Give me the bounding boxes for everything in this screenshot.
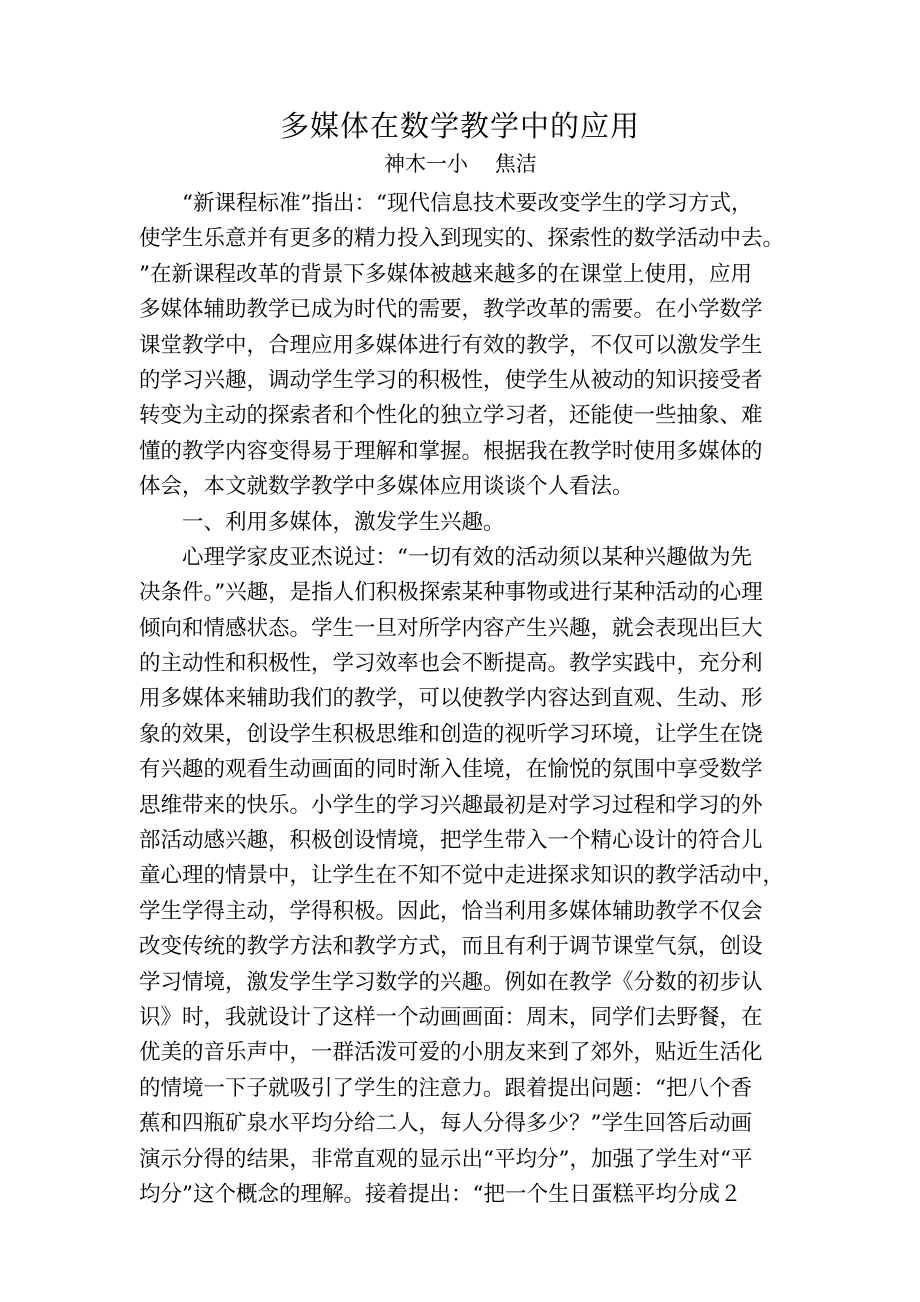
document-author: 神木一小 焦洁 [384,152,537,176]
text-line: 转变为主动的探索者和个性化的独立学习者，还能使一些抽象、难 [139,403,763,429]
text-line: 演示分得的结果，非常直观的显示出“平均分”，加强了学生对“平 [139,1146,753,1172]
text-line: 有兴趣的观看生动画面的同时渐入佳境，在愉悦的氛围中享受数学 [139,757,763,783]
text-line: “新课程标准”指出：“现代信息技术要改变学生的学习方式， [139,191,753,216]
text-line: 多媒体辅助教学已成为时代的需要，教学改革的需要。在小学数学 [139,297,763,323]
text-line: 识》时，我就设计了这样一个动画画面：周末，同学们去野餐，在 [139,1004,763,1030]
text-line: 学习情境，激发学生学习数学的兴趣。例如在教学《分数的初步认 [139,969,763,995]
text-line: 均分”这个概念的理解。接着提出：“把一个生日蛋糕平均分成２ [139,1181,742,1207]
text-line: 倾向和情感状态。学生一旦对所学内容产生兴趣，就会表现出巨大 [139,615,763,641]
text-line: 心理学家皮亚杰说过：“一切有效的活动须以某种兴趣做为先 [139,544,752,570]
text-line: 思维带来的快乐。小学生的学习兴趣最初是对学习过程和学习的外 [139,792,763,818]
text-line: 改变传统的教学方法和教学方式，而且有利于调节课堂气氛，创设 [139,934,763,960]
document-body [139,186,785,1212]
text-line: 象的效果，创设学生积极思维和创造的视听学习环境，让学生在饶 [139,721,763,747]
text-line: 的学习兴趣，调动学生学习的积极性，使学生从被动的知识接受者 [139,367,763,393]
text-line: 童心理的情景中，让学生在不知不觉中走进探求知识的教学活动中， [139,863,785,889]
text-line: 部活动感兴趣，积极创设情境，把学生带入一个精心设计的符合儿 [139,828,763,854]
text-line: 一、利用多媒体，激发学生兴趣。 [139,509,505,535]
text-line: 蕉和四瓶矿泉水平均分给二人，每人分得多少？”学生回答后动画 [139,1111,752,1137]
text-line: 决条件。”兴趣，是指人们积极探索某种事物或进行某种活动的心理 [139,580,763,606]
text-line: 学生学得主动，学得积极。因此，恰当利用多媒体辅助教学不仅会 [139,898,763,924]
document-title: 多媒体在数学教学中的应用 [279,109,640,143]
text-line: 的主动性和积极性，学习效率也会不断提高。教学实践中，充分利 [139,651,763,677]
text-line: 懂的教学内容变得易于理解和掌握。根据我在教学时使用多媒体的 [139,438,763,464]
text-line: 使学生乐意并有更多的精力投入到现实的、探索性的数学活动中去。 [139,226,785,252]
text-line: 的情境一下子就吸引了学生的注意力。跟着提出问题：“把八个香 [139,1075,752,1101]
text-line: 优美的音乐声中，一群活泼可爱的小朋友来到了郊外，贴近生活化 [139,1040,763,1066]
text-line: 体会，本文就数学教学中多媒体应用谈谈个人看法。 [139,474,634,500]
text-line: 用多媒体来辅助我们的教学，可以使教学内容达到直观、生动、形 [139,686,763,712]
text-line: ”在新课程改革的背景下多媒体被越来越多的在课堂上使用，应用 [139,261,752,287]
text-line: 课堂教学中，合理应用多媒体进行有效的教学，不仅可以激发学生 [139,332,763,358]
